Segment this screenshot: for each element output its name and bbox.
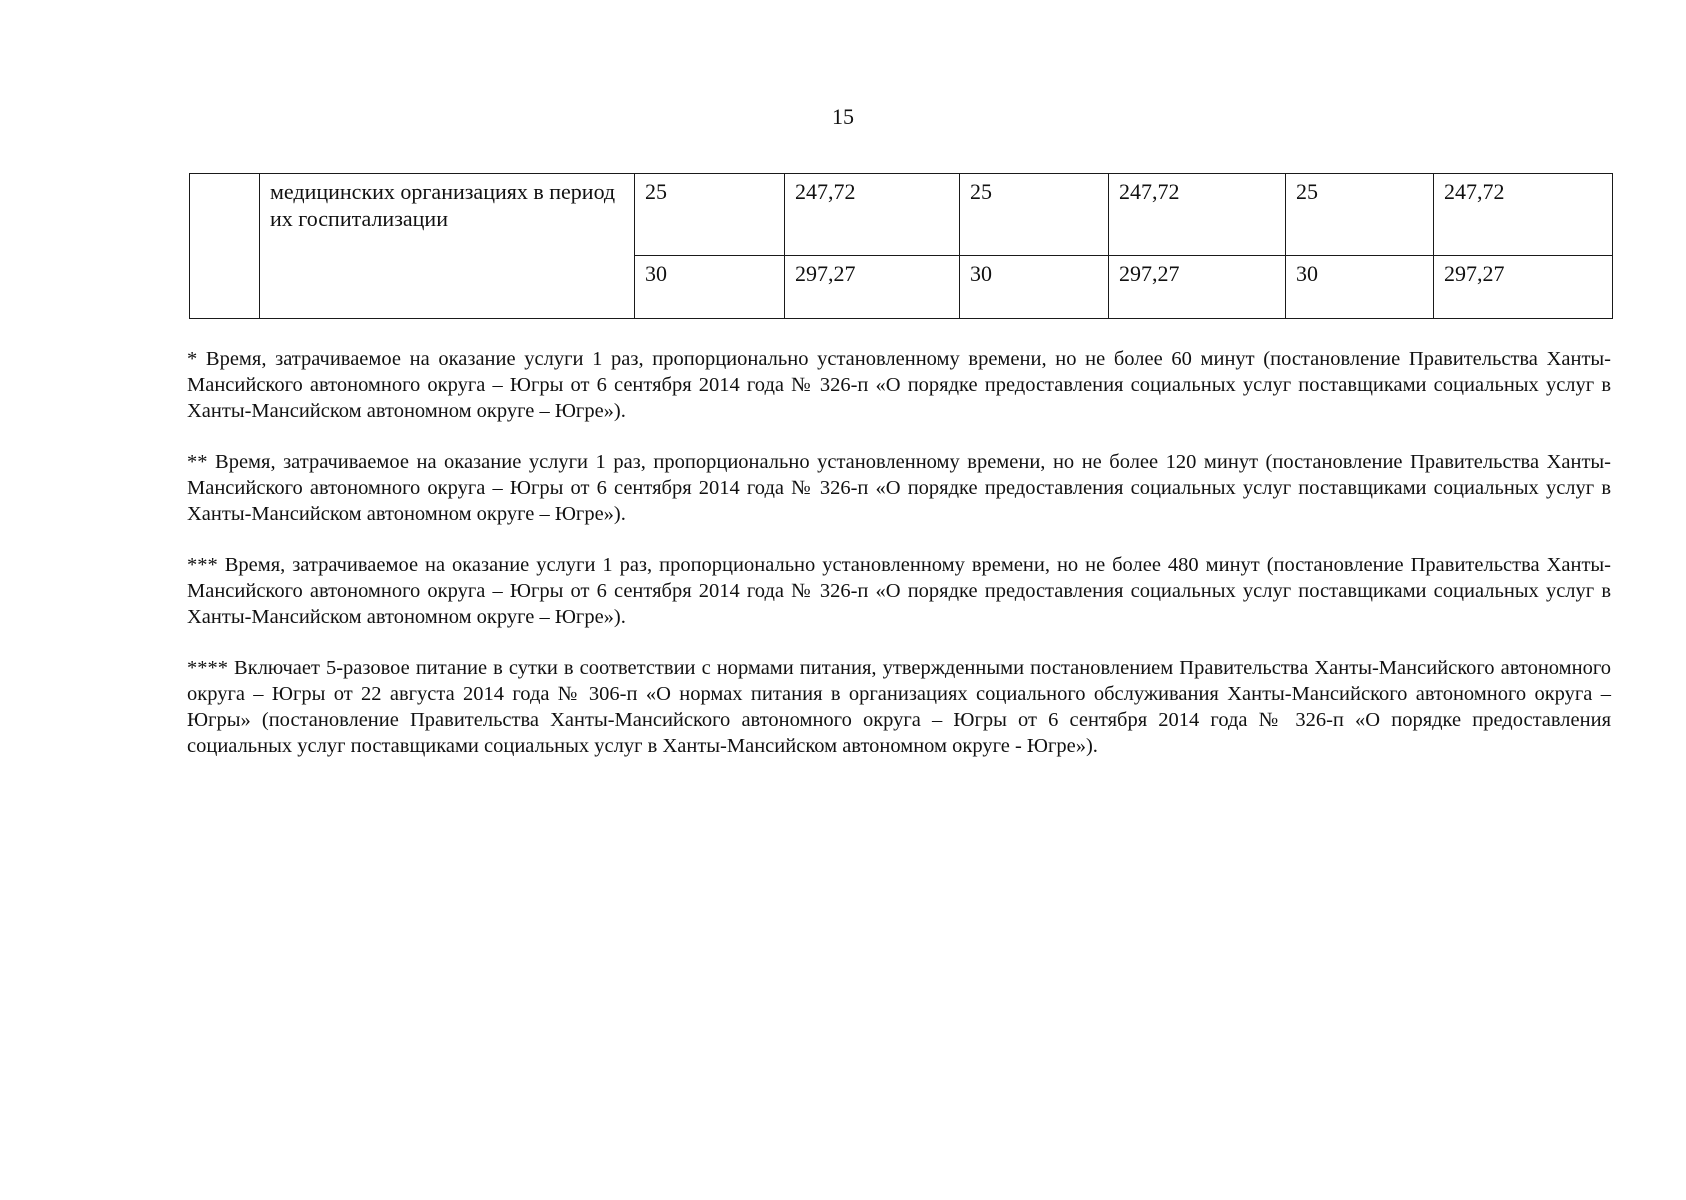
row-number-cell <box>190 174 260 319</box>
footnote-4: **** Включает 5-разовое питание в сутки в соответствии с нормами питания, утвержденными постановлением Правительства Ханты-Мансийского автономного округа – Югры от 22 августа 2014 года № 306-п «О нормах питания в организациях социального обслуживания Ханты-Мансийского автономного округа – Югры» (постановление Правительства Ханты-Мансийского автономного округа – Югры от 6 сентября 2014 года № 326-п «О порядке предоставления социальных услуг поставщиками социальных услуг в Ханты-Мансийском автономном округе - Югре»). <box>187 657 1611 757</box>
table-cell: 25 <box>1286 174 1434 256</box>
page-number: 15 <box>832 104 854 129</box>
table-cell: 247,72 <box>785 174 960 256</box>
footnote-1: * Время, затрачиваемое на оказание услуги 1 раз, пропорционально установленному времени, но не более 60 минут (постановление Правительства Ханты-Мансийского автономного округа – Югры от 6 сентября 2014 года № 326-п «О порядке предоставления социальных услуг поставщиками социальных услуг в Ханты-Мансийском автономном округе – Югре»). <box>187 348 1611 422</box>
footnote-3: *** Время, затрачиваемое на оказание услуги 1 раз, пропорционально установленному времени, но не более 480 минут (постановление Правительства Ханты-Мансийского автономного округа – Югры от 6 сентября 2014 года № 326-п «О порядке предоставления социальных услуг поставщиками социальных услуг в Ханты-Мансийском автономном округе – Югре»). <box>187 554 1611 628</box>
table-cell: 297,27 <box>1109 256 1286 319</box>
table-cell: 297,27 <box>785 256 960 319</box>
table-cell: 25 <box>635 174 785 256</box>
tariff-table <box>189 173 1613 319</box>
table-cell: 25 <box>960 174 1109 256</box>
service-description-cell: медицинских организациях в период их госпитализации <box>260 174 635 319</box>
table-row <box>190 174 1613 256</box>
table-cell: 30 <box>960 256 1109 319</box>
table-cell: 247,72 <box>1434 174 1613 256</box>
table-cell: 30 <box>1286 256 1434 319</box>
footnotes <box>187 346 1611 784</box>
table-cell: 30 <box>635 256 785 319</box>
footnote-2: ** Время, затрачиваемое на оказание услуги 1 раз, пропорционально установленному времени, но не более 120 минут (постановление Правительства Ханты-Мансийского автономного округа – Югры от 6 сентября 2014 года № 326-п «О порядке предоставления социальных услуг поставщиками социальных услуг в Ханты-Мансийском автономном округе – Югре»). <box>187 451 1611 525</box>
table-cell: 297,27 <box>1434 256 1613 319</box>
table-cell: 247,72 <box>1109 174 1286 256</box>
